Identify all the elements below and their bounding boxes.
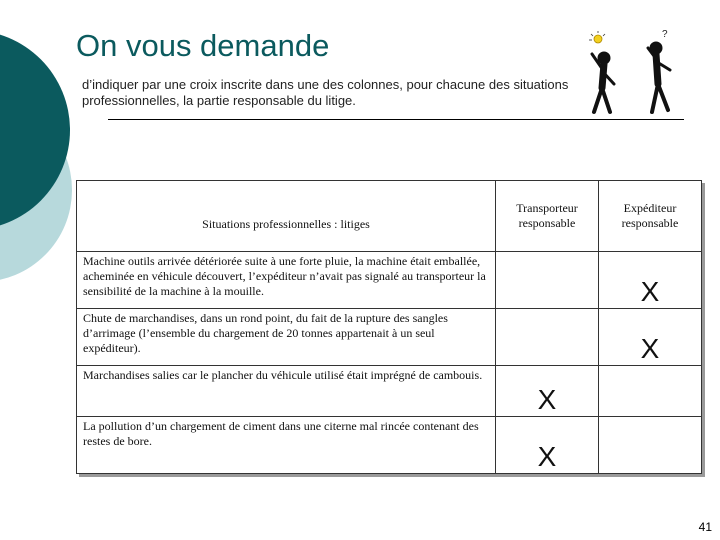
situation-cell: La pollution d’un chargement de ciment dans une citerne mal rincée contenant des restes de bore. bbox=[77, 417, 496, 474]
expediteur-mark: X bbox=[599, 309, 702, 366]
transporteur-mark bbox=[496, 252, 599, 309]
page-number: 41 bbox=[698, 520, 712, 534]
svg-text:?: ? bbox=[662, 29, 668, 40]
table-header-row bbox=[77, 181, 702, 252]
expediteur-mark bbox=[599, 417, 702, 474]
transporteur-mark bbox=[496, 309, 599, 366]
table-row bbox=[77, 309, 702, 366]
situation-cell: Chute de marchandises, dans un rond point, du fait de la rupture des sangles d’arrimage (l’ensemble du chargement de 20 tonnes appartenait à un seul expéditeur). bbox=[77, 309, 496, 366]
table-row bbox=[77, 252, 702, 309]
header-expediteur: Expéditeur responsable bbox=[599, 181, 702, 252]
header-transporteur: Transporteur responsable bbox=[496, 181, 599, 252]
table-row bbox=[77, 417, 702, 474]
slide-title: On vous demande bbox=[76, 28, 330, 63]
table-row bbox=[77, 366, 702, 417]
transporteur-mark: X bbox=[496, 417, 599, 474]
litiges-table bbox=[76, 180, 702, 474]
transporteur-mark: X bbox=[496, 366, 599, 417]
situation-cell: Machine outils arrivée détériorée suite à une forte pluie, la machine était emballée, acheminée en véhicule découvert, l’expéditeur n’avait pas signalé au transporteur la sensibilité de la machine à la mouille. bbox=[77, 252, 496, 309]
expediteur-mark bbox=[599, 366, 702, 417]
expediteur-mark: X bbox=[599, 252, 702, 309]
intro-text: d’indiquer par une croix inscrite dans une des colonnes, pour chacune des situations professionnelles, la partie responsable du litige. bbox=[82, 77, 569, 108]
stick-figures-thinking-icon bbox=[582, 28, 682, 120]
header-situations: Situations professionnelles : litiges bbox=[77, 181, 496, 252]
situation-cell: Marchandises salies car le plancher du véhicule utilisé était imprégné de cambouis. bbox=[77, 366, 496, 417]
